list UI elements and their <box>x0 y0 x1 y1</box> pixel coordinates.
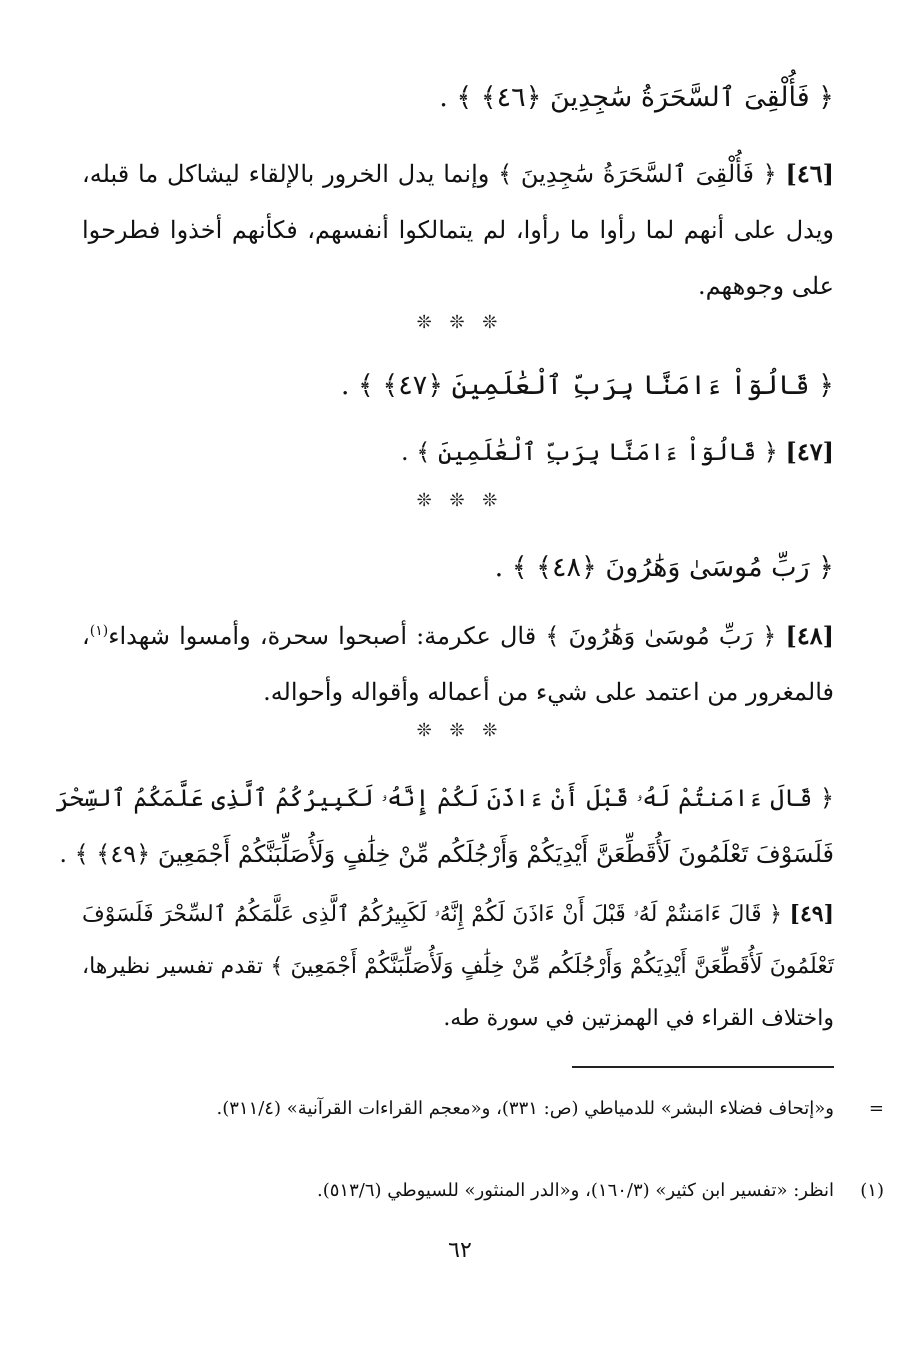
verse-number-46: [٤٦] <box>785 159 834 188</box>
tafsir-47 <box>82 424 834 480</box>
tafsir-48-text-b: ، فالمغرور من اعتمد على شيء من أعماله وأقواله وأحواله. <box>82 622 834 706</box>
section-separator: ❊ ❊ ❊ <box>416 720 504 741</box>
footnote-reference-1[interactable]: (١) <box>89 623 109 639</box>
tafsir-47-text: ﴿ قَالُوٓاْ ءَامَنَّا بِرَبِّ ٱلْعَٰلَمِينَ ﴾ . <box>401 438 778 466</box>
tafsir-49 <box>82 888 834 1045</box>
tafsir-48-text-a: ﴿ رَبِّ مُوسَىٰ وَهَٰرُونَ ﴾ قال عكرمة: أصبحوا سحرة، وأمسوا شهداء <box>108 622 777 650</box>
footnote-continuation <box>82 1090 884 1128</box>
footnote-1-marker: (١) <box>860 1180 884 1201</box>
section-separator: ❊ ❊ ❊ <box>416 490 504 511</box>
section-separator: ❊ ❊ ❊ <box>416 312 504 333</box>
verse-number-49: [٤٩] <box>789 901 834 927</box>
tafsir-48 <box>82 608 834 720</box>
verse-number-47: [٤٧] <box>785 437 834 466</box>
footnote-continuation-text: و«إتحاف فضلاء البشر» للدمياطي (ص: ٣٣١)، و«معجم القراءات القرآنية» (٣١١/٤). <box>216 1098 834 1119</box>
footnote-1 <box>82 1172 884 1210</box>
verse-49-line-2: فَلَسَوْفَ تَعْلَمُونَ لَأُقَطِّعَنَّ أَيْدِيَكُمْ وَأَرْجُلَكُم مِّنْ خِلَٰفٍ وَلَأُصَلِّبَنَّكُمْ أَجْمَعِينَ ﴿٤٩﴾ ﴾ . <box>59 840 834 868</box>
verse-number-48: [٤٨] <box>785 621 834 650</box>
verse-49-line-1: ﴿ قَالَ ءَامَنتُمْ لَهُۥ قَبْلَ أَنْ ءَاذَنَ لَكُمْ إِنَّهُۥ لَكَبِيرُكُمُ ٱلَّذِى عَلَّمَكُمُ ٱلسِّحْرَ <box>55 784 834 812</box>
tafsir-46 <box>82 146 834 314</box>
verse-47: ﴿ قَالُوٓاْ ءَامَنَّا بِرَبِّ ٱلْعَٰلَمِينَ ﴿٤٧﴾ ﴾ . <box>340 370 834 401</box>
page-number: ٦٢ <box>448 1238 472 1263</box>
footnote-divider <box>572 1066 834 1068</box>
verse-46: ﴿ فَأُلْقِىَ ٱلسَّحَرَةُ سَٰجِدِينَ ﴿٤٦﴾ ﴾ . <box>439 82 834 113</box>
continuation-marker: = <box>868 1098 884 1119</box>
tafsir-46-text: ﴿ فَأُلْقِىَ ٱلسَّحَرَةُ سَٰجِدِينَ ﴾ وإنما يدل الخرور بالإلقاء ليشاكل ما قبله، ويدل على أنهم لما رأوا ما رأوا، لم يتمالكوا أنفسهم، فكأنهم أخذوا فطرحوا على وجوههم. <box>82 160 834 300</box>
tafsir-49-text: ﴿ قَالَ ءَامَنتُمْ لَهُۥ قَبْلَ أَنْ ءَاذَنَ لَكُمْ إِنَّهُۥ لَكَبِيرُكُمُ ٱلَّذِى عَلَّمَكُمُ ٱلسِّحْرَ فَلَسَوْفَ تَعْلَمُونَ لَأُقَطِّعَنَّ أَيْدِيَكُمْ وَأَرْجُلَكُم مِّنْ خِلَٰفٍ وَلَأُصَلِّبَنَّكُمْ أَجْمَعِينَ ﴾ تقدم تفسير نظيرها، واختلاف القراء في الهمزتين في سورة طه. <box>82 902 834 1031</box>
footnote-1-text: انظر: «تفسير ابن كثير» (١٦٠/٣)، و«الدر المنثور» للسيوطي (٥١٣/٦). <box>317 1180 834 1201</box>
verse-48: ﴿ رَبِّ مُوسَىٰ وَهَٰرُونَ ﴿٤٨﴾ ﴾ . <box>494 552 834 583</box>
